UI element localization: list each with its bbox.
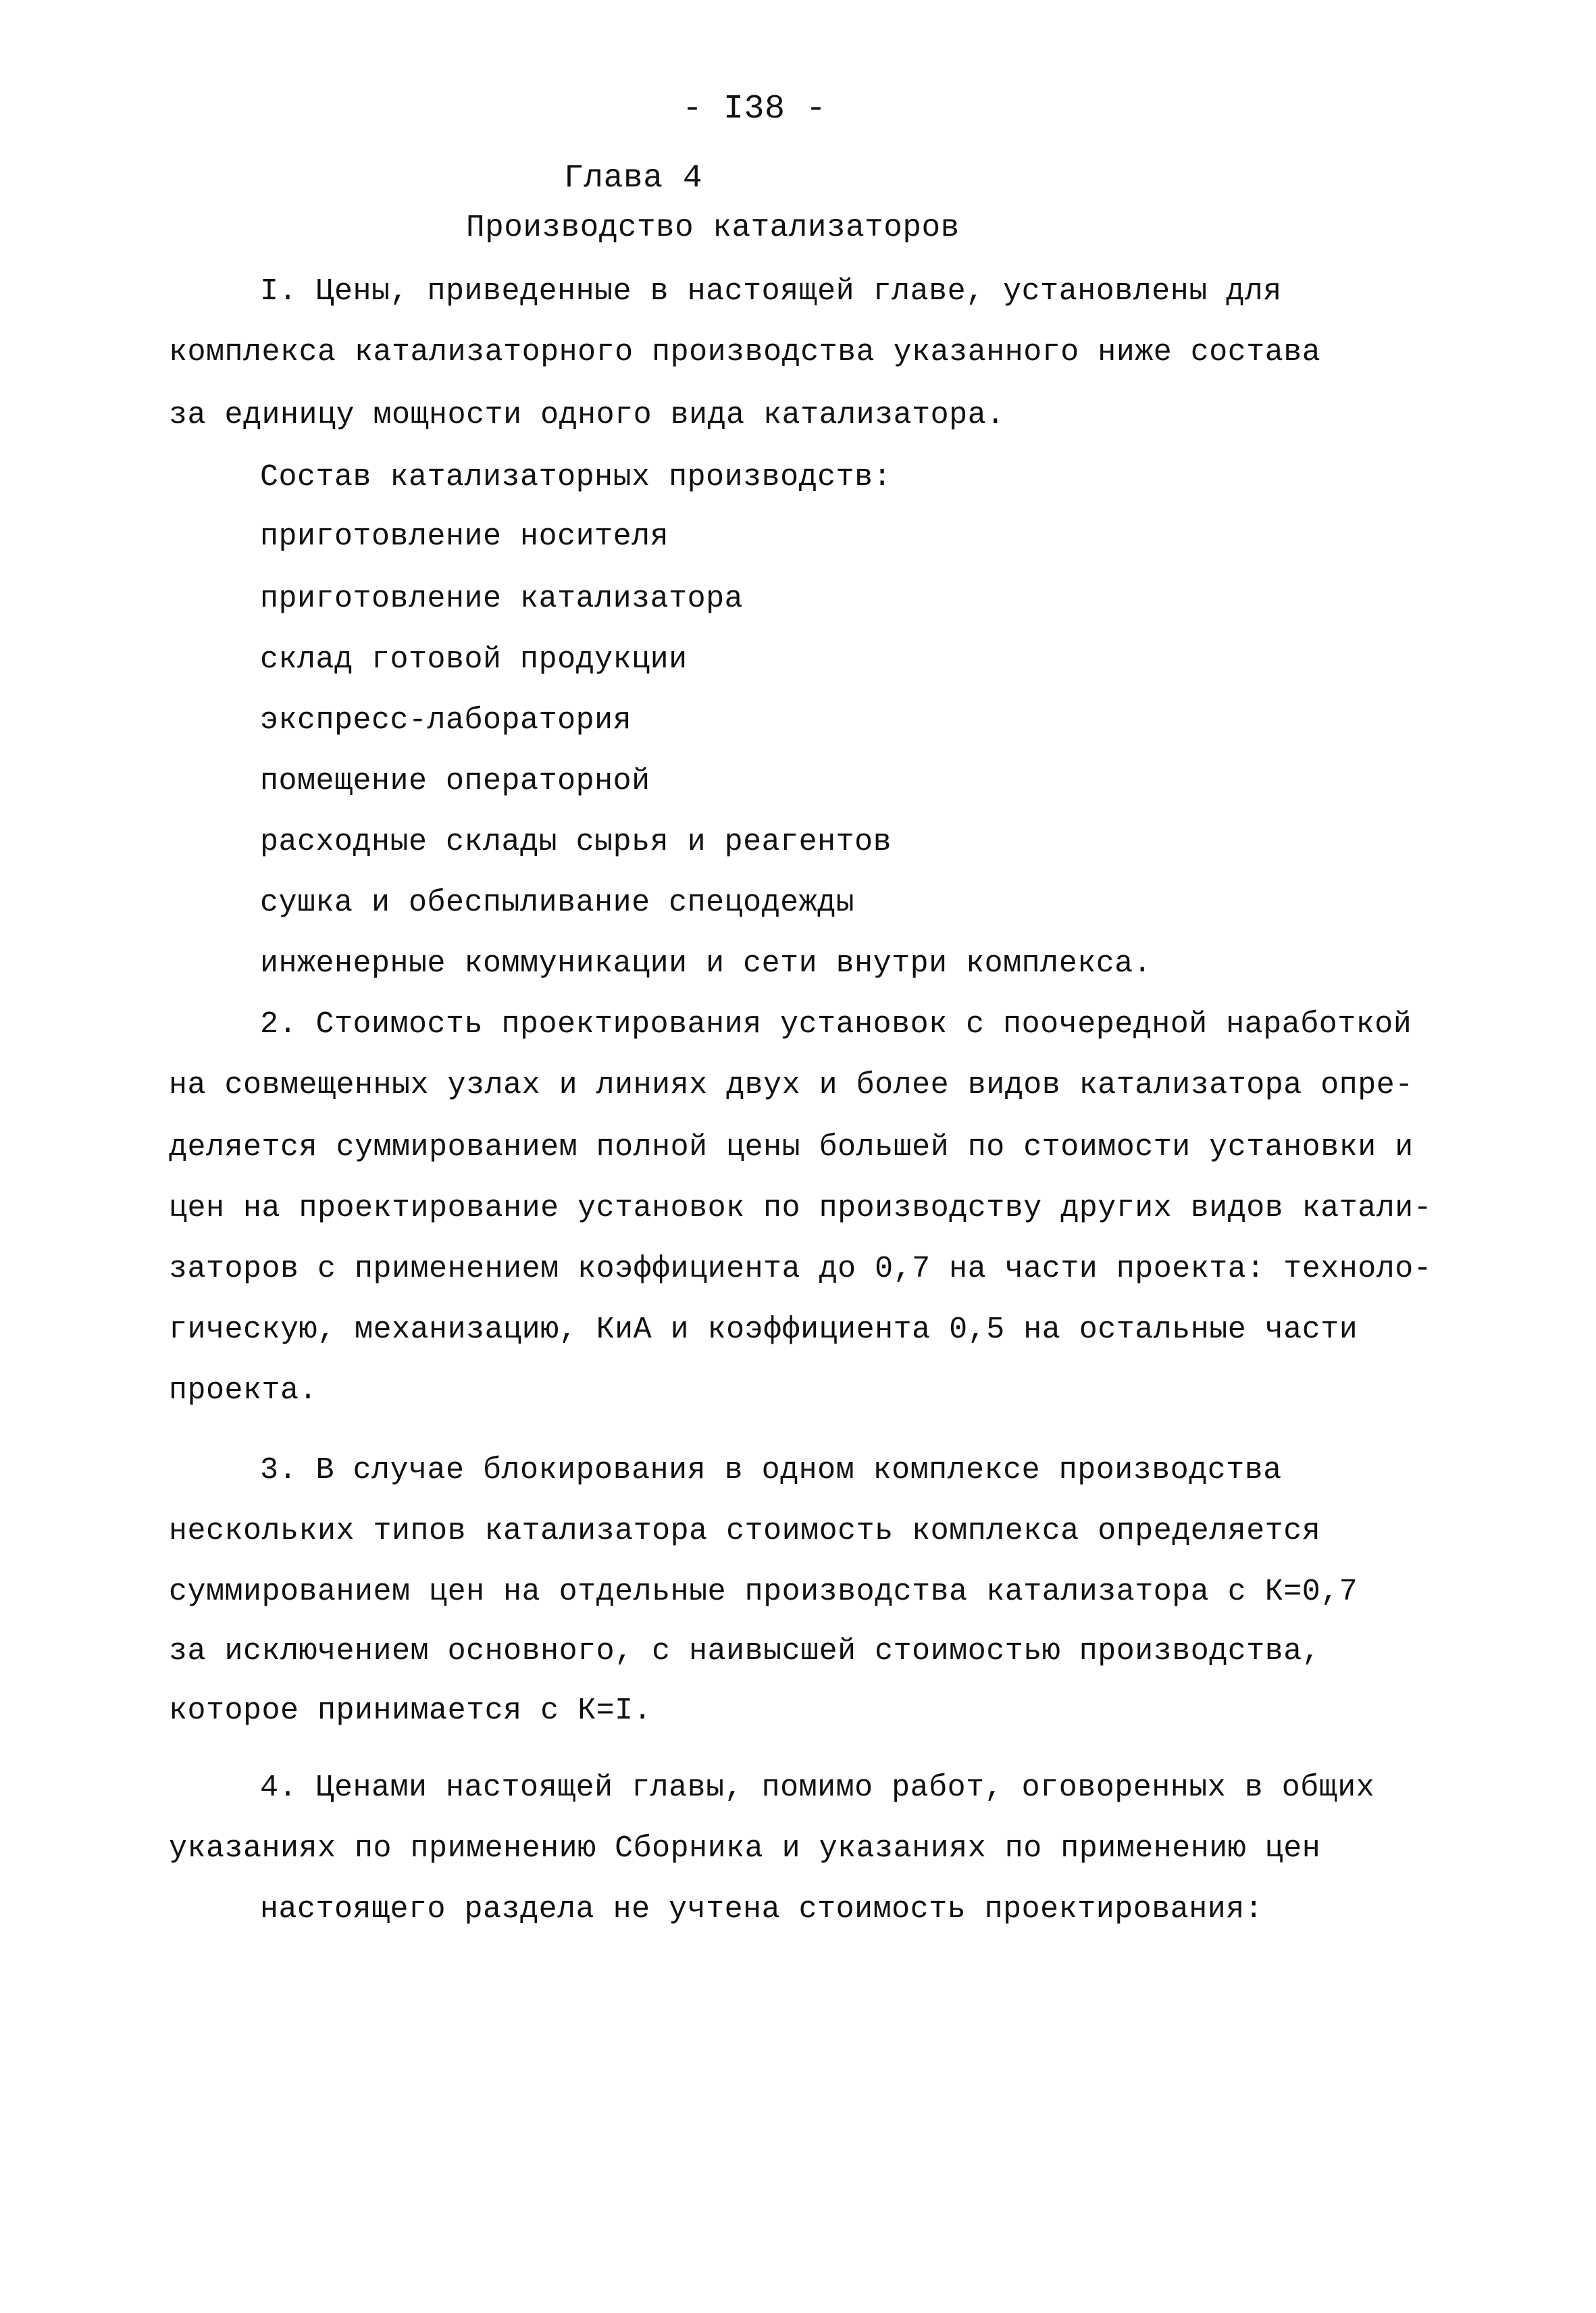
section2-line: 2. Стоимость проектирования установок с поочередной наработкой [260, 1007, 1412, 1042]
section2-line: проекта. [169, 1373, 318, 1408]
page-number: - I38 - [682, 90, 827, 128]
list-item: склад готовой продукции [260, 642, 688, 677]
section1-line: комплекса катализаторного производства указанного ниже состава [169, 335, 1321, 370]
section2-line: гическую, механизацию, КиА и коэффициента 0,5 на остальные части [169, 1313, 1358, 1347]
list-item: помещение операторной [260, 764, 650, 798]
list-heading: Состав катализаторных производств: [260, 460, 892, 494]
section1-line: I. Цены, приведенные в настоящей главе, установлены для [260, 274, 1282, 309]
section3-line: суммированием цен на отдельные производства катализатора с К=0,7 [169, 1575, 1358, 1609]
section2-line: деляется суммированием полной цены большей по стоимости установки и [169, 1130, 1414, 1165]
chapter-subtitle: Производство катализаторов [466, 210, 960, 245]
list-item: экспресс-лаборатория [260, 703, 632, 738]
section2-line: цен на проектирование установок по производству других видов катали- [169, 1191, 1433, 1225]
list-item: инженерные коммуникации и сети внутри комплекса. [260, 946, 1152, 981]
list-item: сушка и обеспыливание спецодежды [260, 886, 855, 920]
section3-line: 3. В случае блокирования в одном комплексе производства [260, 1453, 1282, 1488]
section4-line: настоящего раздела не учтена стоимость проектирования: [260, 1892, 1264, 1927]
list-item: приготовление носителя [260, 519, 669, 554]
section3-line: которое принимается с К=I. [169, 1694, 652, 1728]
chapter-title: Глава 4 [564, 160, 703, 197]
section2-line: на совмещенных узлах и линиях двух и более видов катализатора опре- [169, 1068, 1414, 1102]
list-item: приготовление катализатора [260, 582, 744, 616]
section4-line: 4. Ценами настоящей главы, помимо работ, оговоренных в общих [260, 1771, 1375, 1805]
section3-line: нескольких типов катализатора стоимость комплекса определяется [169, 1514, 1321, 1548]
section4-line: указаниях по применению Сборника и указаниях по применению цен [169, 1831, 1321, 1866]
section2-line: заторов с применением коэффициента до 0,7 на части проекта: техноло- [169, 1252, 1433, 1286]
section1-line: за единицу мощности одного вида катализатора. [169, 398, 1005, 432]
section3-line: за исключением основного, с наивысшей стоимостью производства, [169, 1634, 1321, 1669]
list-item: расходные склады сырья и реагентов [260, 825, 892, 859]
